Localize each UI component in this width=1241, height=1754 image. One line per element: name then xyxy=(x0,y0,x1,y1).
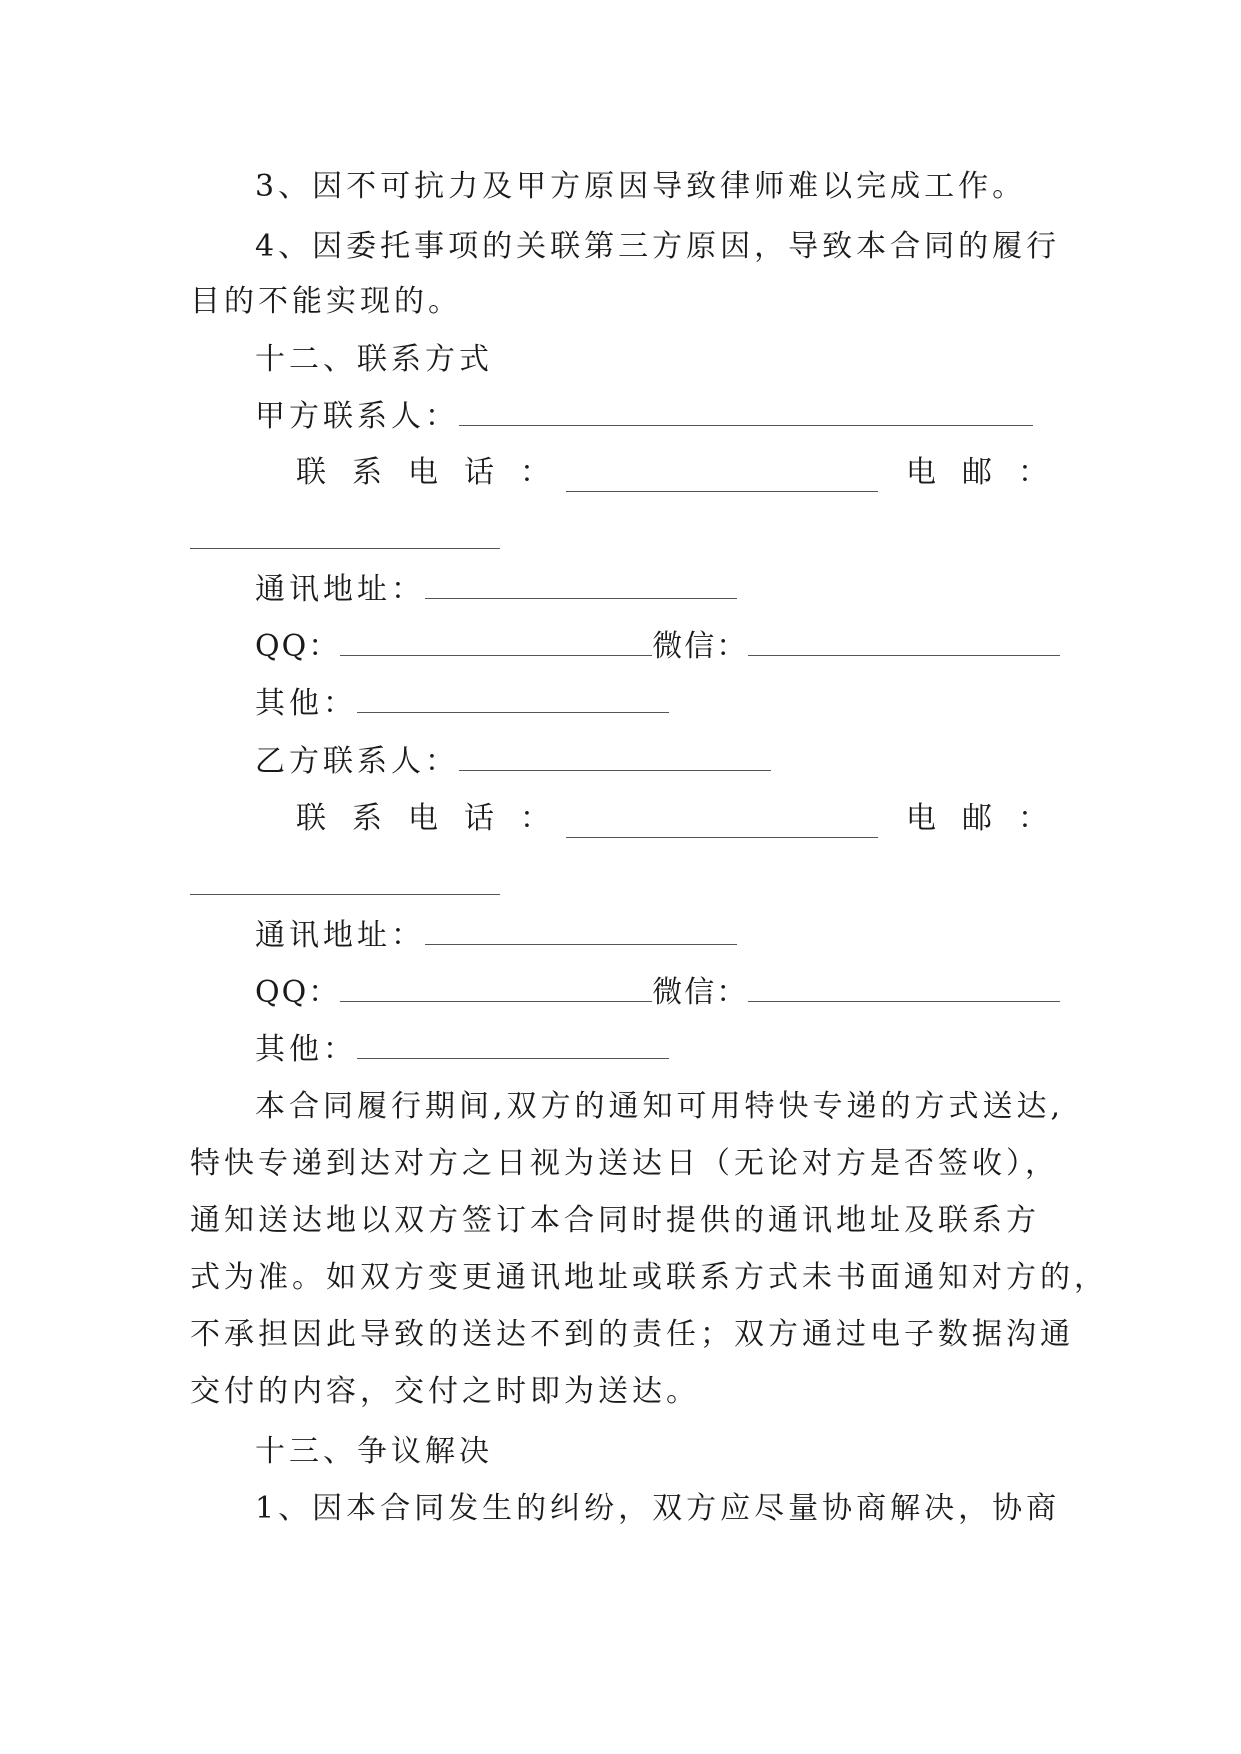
notice-paragraph-line-1: 本合同履行期间,双方的通知可用特快专递的方式送达, xyxy=(255,1089,1065,1124)
party-b-qq-wechat xyxy=(255,973,1060,1013)
clause-3: 3、因不可抗力及甲方原因导致律师难以完成工作。 xyxy=(255,169,1027,204)
party-b-phone-row xyxy=(296,799,576,839)
party-a-phone-label: 联系电话： xyxy=(296,455,576,490)
party-b-other-label: 其他： xyxy=(255,1032,357,1067)
party-b-phone-blank[interactable] xyxy=(566,811,878,838)
party-b-wechat-blank[interactable] xyxy=(748,975,1060,1002)
party-b-email-label: 电邮： xyxy=(906,801,1074,836)
party-b-contact-person-blank[interactable] xyxy=(459,744,771,771)
party-a-contact-person xyxy=(255,397,1033,437)
party-b-qq-blank[interactable] xyxy=(340,975,652,1002)
party-a-other xyxy=(255,684,669,724)
party-b-phone-label: 联系电话： xyxy=(296,801,576,836)
party-b-contact-person-label: 乙方联系人： xyxy=(255,744,459,779)
party-a-phone-blank[interactable] xyxy=(566,465,878,492)
party-b-email-row xyxy=(906,799,1074,839)
notice-paragraph-line-3: 通知送达地以双方签订本合同时提供的通讯地址及联系方 xyxy=(190,1203,1040,1238)
party-b-other-blank[interactable] xyxy=(357,1032,669,1059)
party-b-other xyxy=(255,1030,669,1070)
party-b-address xyxy=(255,916,737,956)
notice-paragraph-line-6: 交付的内容，交付之时即为送达。 xyxy=(190,1374,700,1409)
party-a-qq-wechat xyxy=(255,627,1060,667)
party-a-qq-blank[interactable] xyxy=(340,629,652,656)
party-a-address-label: 通讯地址： xyxy=(255,572,425,607)
clause-4-line2: 目的不能实现的。 xyxy=(190,284,462,319)
party-b-contact-person xyxy=(255,742,771,782)
party-a-phone-row xyxy=(296,453,576,493)
party-a-address xyxy=(255,570,737,610)
clause-13-1: 1、因本合同发生的纠纷，双方应尽量协商解决，协商 xyxy=(255,1491,1061,1526)
party-a-qq-label: QQ： xyxy=(255,629,341,664)
party-a-contact-person-label: 甲方联系人： xyxy=(255,399,459,434)
clause-4-line1: 4、因委托事项的关联第三方原因，导致本合同的履行 xyxy=(255,229,1061,264)
section-12-title: 十二、联系方式 xyxy=(255,342,493,377)
party-b-wechat-label: 微信： xyxy=(652,975,749,1010)
party-a-contact-person-blank[interactable] xyxy=(459,399,1033,426)
party-a-address-blank[interactable] xyxy=(425,572,737,599)
party-a-wechat-blank[interactable] xyxy=(748,629,1060,656)
party-a-wechat-label: 微信： xyxy=(652,629,749,664)
notice-paragraph-line-2: 特快专递到达对方之日视为送达日（无论对方是否签收）， xyxy=(190,1146,1059,1181)
notice-paragraph-line-5: 不承担因此导致的送达不到的责任；双方通过电子数据沟通 xyxy=(190,1317,1074,1352)
party-a-other-label: 其他： xyxy=(255,686,357,721)
party-a-email-label: 电邮： xyxy=(906,455,1074,490)
party-a-other-blank[interactable] xyxy=(357,686,669,713)
party-a-email-row xyxy=(906,453,1074,493)
party-b-address-label: 通讯地址： xyxy=(255,918,425,953)
party-b-qq-label: QQ： xyxy=(255,975,341,1010)
notice-paragraph-line-4: 式为准。如双方变更通讯地址或联系方式未书面通知对方的， xyxy=(190,1260,1108,1295)
party-b-address-blank[interactable] xyxy=(425,918,737,945)
section-13-title: 十三、争议解决 xyxy=(255,1434,493,1469)
party-b-email-blank[interactable] xyxy=(190,868,500,895)
party-a-email-blank[interactable] xyxy=(190,522,500,549)
